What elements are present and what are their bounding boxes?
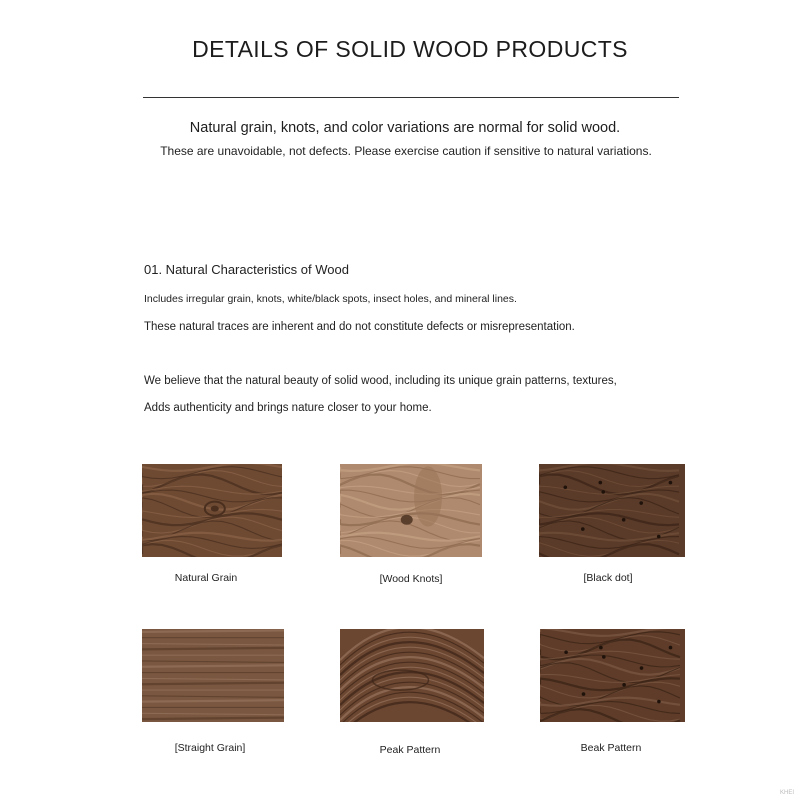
wood-texture bbox=[340, 629, 484, 722]
wood-sample-peak-pattern bbox=[340, 629, 484, 722]
intro-line-2: These are unavoidable, not defects. Please exercise caution if sensitive to natural variations. bbox=[160, 144, 652, 158]
title-divider bbox=[143, 97, 679, 98]
caption-beak-pattern: Beak Pattern bbox=[580, 742, 642, 754]
wood-sample-beak-pattern bbox=[540, 629, 685, 722]
section-title: 01. Natural Characteristics of Wood bbox=[144, 262, 349, 277]
wood-sample-straight-grain bbox=[142, 629, 284, 722]
wood-texture bbox=[142, 464, 282, 557]
wood-sample-natural-grain bbox=[142, 464, 282, 557]
wood-texture bbox=[142, 629, 284, 722]
section-line-4: Adds authenticity and brings nature closer to your home. bbox=[144, 402, 432, 414]
section-line-3: We believe that the natural beauty of solid wood, including its unique grain patterns, textures, bbox=[144, 375, 617, 387]
caption-straight-grain: [Straight Grain] bbox=[174, 742, 246, 754]
caption-natural-grain: Natural Grain bbox=[174, 572, 238, 584]
intro-line-1: Natural grain, knots, and color variations are normal for solid wood. bbox=[189, 120, 621, 136]
section-line-2: These natural traces are inherent and do not constitute defects or misrepresentation. bbox=[144, 321, 575, 333]
wood-texture bbox=[540, 629, 685, 722]
page-title: DETAILS OF SOLID WOOD PRODUCTS bbox=[192, 36, 628, 62]
caption-peak-pattern: Peak Pattern bbox=[379, 744, 441, 756]
section-line-1: Includes irregular grain, knots, white/black spots, insect holes, and mineral lines. bbox=[144, 293, 517, 305]
wood-texture bbox=[539, 464, 685, 557]
wood-sample-black-dot bbox=[539, 464, 685, 557]
wood-texture bbox=[340, 464, 482, 557]
watermark: KHEI bbox=[779, 790, 794, 796]
caption-black-dot: [Black dot] bbox=[583, 572, 633, 584]
caption-wood-knots: [Wood Knots] bbox=[379, 573, 443, 585]
wood-sample-wood-knots bbox=[340, 464, 482, 557]
